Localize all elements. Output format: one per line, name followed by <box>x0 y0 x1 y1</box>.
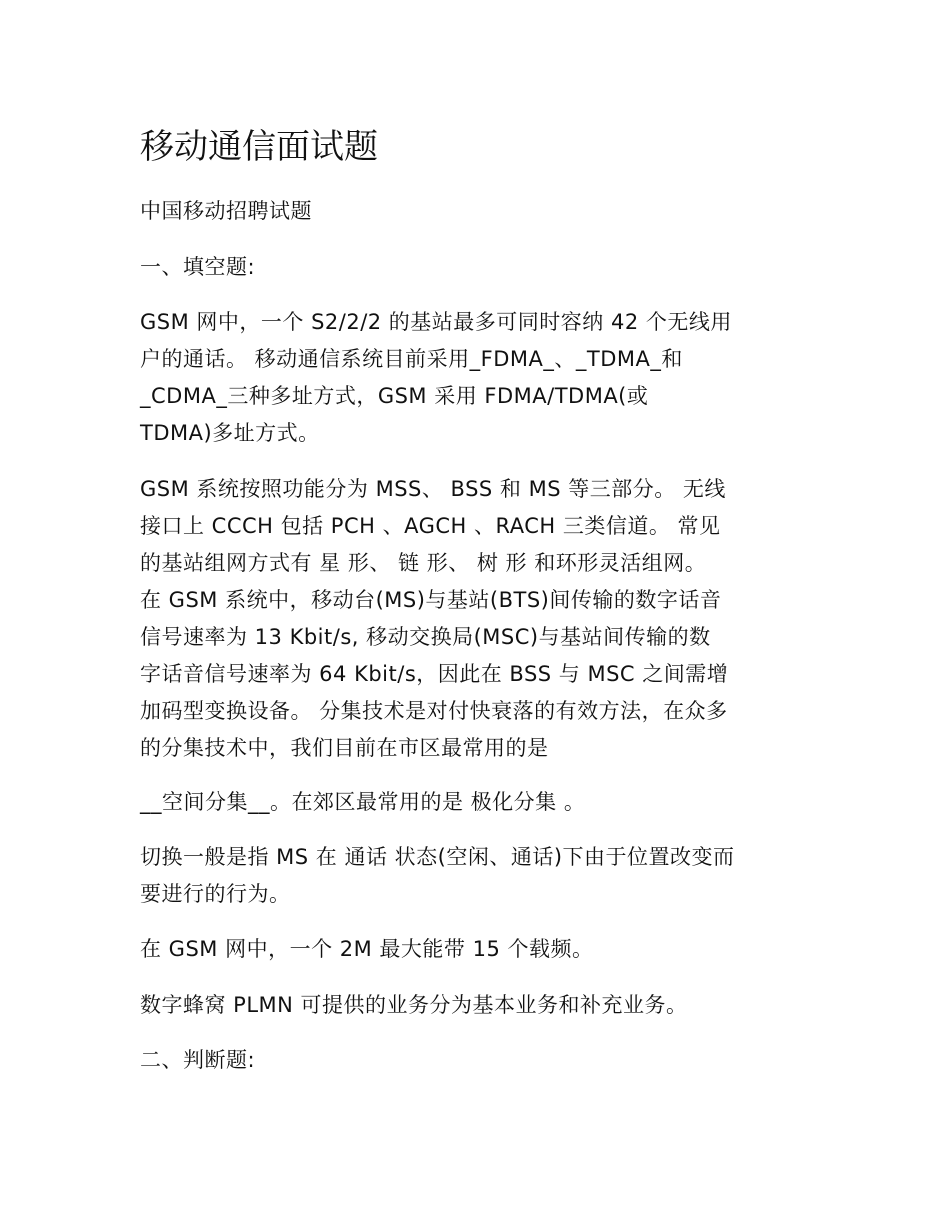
paragraph-line: GSM 网中，一个 S2/2/2 的基站最多可同时容纳 42 个无线用 <box>140 310 732 334</box>
document-title: 移动通信面试题 <box>140 127 378 167</box>
paragraph-line: 字话音信号速率为 64 Kbit/s，因此在 BSS 与 MSC 之间需增 <box>140 662 729 686</box>
paragraph-line: 在 GSM 系统中，移动台(MS)与基站(BTS)间传输的数字话音 <box>140 588 722 612</box>
subtitle: 中国移动招聘试题 <box>140 199 312 223</box>
paragraph-line: __空间分集__。在郊区最常用的是 极化分集 。 <box>140 790 586 814</box>
section-heading-fill-blank: 一、填空题: <box>140 255 256 279</box>
paragraph-line: GSM 系统按照功能分为 MSS、 BSS 和 MS 等三部分。 无线 <box>140 477 726 501</box>
paragraph-line: 在 GSM 网中，一个 2M 最大能带 15 个载频。 <box>140 937 594 961</box>
paragraph-line: _CDMA_三种多址方式，GSM 采用 FDMA/TDMA(或 <box>140 384 649 408</box>
paragraph-line: 信号速率为 13 Kbit/s, 移动交换局(MSC)与基站间传输的数 <box>140 625 711 649</box>
paragraph-line: 加码型变换设备。 分集技术是对付快衰落的有效方法，在众多 <box>140 699 728 723</box>
paragraph-line: 要进行的行为。 <box>140 882 291 906</box>
section-heading-true-false: 二、判断题: <box>140 1048 256 1072</box>
paragraph-line: 接口上 CCCH 包括 PCH 、AGCH 、RACH 三类信道。 常见 <box>140 514 721 538</box>
paragraph-line: 切换一般是指 MS 在 通话 状态(空闲、通话)下由于位置改变而 <box>140 845 735 869</box>
paragraph-line: 的分集技术中，我们目前在市区最常用的是 <box>140 736 549 760</box>
paragraph-line: 户的通话。 移动通信系统目前采用_FDMA_、_TDMA_和 <box>140 347 683 371</box>
paragraph-line: 数字蜂窝 PLMN 可提供的业务分为基本业务和补充业务。 <box>140 993 688 1017</box>
paragraph-line: TDMA)多址方式。 <box>140 421 320 445</box>
paragraph-line: 的基站组网方式有 星 形、 链 形、 树 形 和环形灵活组网。 <box>140 551 707 575</box>
